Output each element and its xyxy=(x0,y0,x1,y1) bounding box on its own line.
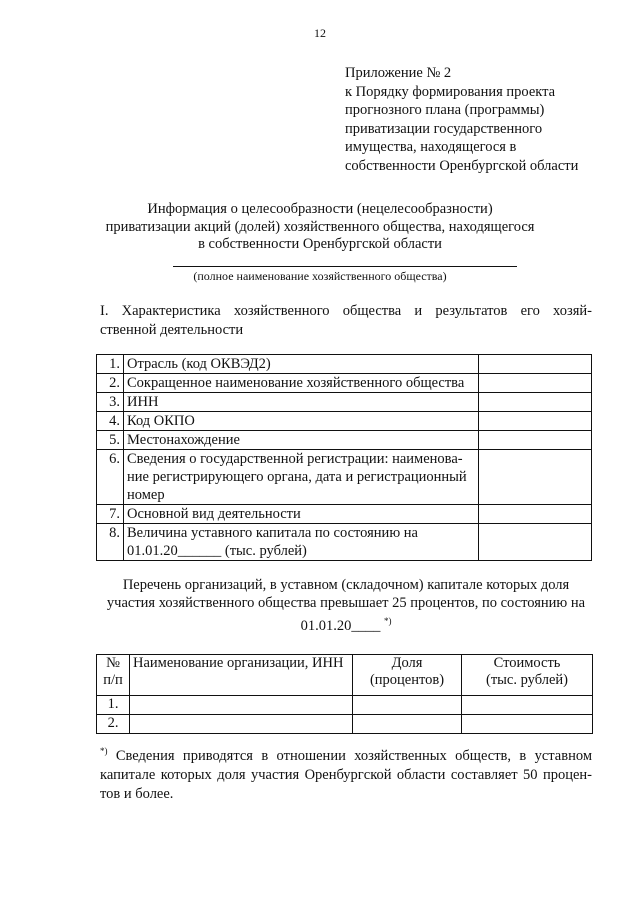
row-value-cell xyxy=(479,393,592,412)
footnote-mark: *) xyxy=(383,616,392,626)
table-row xyxy=(97,431,592,450)
table-row xyxy=(97,715,593,734)
table-row xyxy=(97,524,592,561)
section-heading-line: ственной деятельности xyxy=(100,322,244,338)
row-number: 4. xyxy=(97,412,124,431)
appendix-line: собственности Оренбургской области xyxy=(345,157,579,174)
row-value-cell xyxy=(479,412,592,431)
row-description: Сведения о государственной регистрации: наименова- ние регистрирующего органа, дата и регистрационный номер xyxy=(124,450,479,505)
company-name-caption: (полное наименование хозяйственного общества) xyxy=(193,269,447,283)
row-value-cell xyxy=(479,450,592,505)
column-header-share: Доля (процентов) xyxy=(353,655,462,696)
footnote-line: капитале которых доля участия Оренбургской области составляет 50 процен- xyxy=(100,766,592,783)
cell-value xyxy=(462,715,593,734)
row-description: Код ОКПО xyxy=(124,412,479,431)
cell-value xyxy=(462,696,593,715)
row-number: 8. xyxy=(97,524,124,561)
list-intro-line: Перечень организаций, в уставном (складочном) капитале которых доля xyxy=(122,577,570,593)
row-number: 1. xyxy=(97,355,124,374)
company-name-blank-line xyxy=(173,266,517,267)
table-row xyxy=(97,505,592,524)
footnote-line: *) Сведения приводятся в отношении хозяйственных обществ, в уставном xyxy=(100,746,592,764)
row-number: 7. xyxy=(97,505,124,524)
row-number: 2. xyxy=(97,374,124,393)
title-line: Информация о целесообразности (нецелесообразности) xyxy=(147,201,493,217)
table-row xyxy=(97,450,592,505)
row-number: 5. xyxy=(97,431,124,450)
table-row xyxy=(97,412,592,431)
page-number: 12 xyxy=(314,26,326,40)
appendix-line: прогнозного плана (программы) xyxy=(345,102,545,118)
cell-organization xyxy=(130,696,353,715)
appendix-line: приватизации государственного xyxy=(345,120,543,137)
row-value-cell xyxy=(479,505,592,524)
row-number: 1. xyxy=(97,696,130,715)
row-value-cell xyxy=(479,431,592,450)
section-heading xyxy=(100,302,592,340)
row-value-cell xyxy=(479,374,592,393)
appendix-line: Приложение № 2 xyxy=(345,65,452,81)
organizations-list-intro xyxy=(96,576,596,635)
title-line: в собственности Оренбургской области xyxy=(198,236,442,252)
appendix-reference xyxy=(345,64,635,175)
cell-organization xyxy=(130,715,353,734)
footnote-mark: *) xyxy=(100,746,108,756)
column-header-value: Стоимость (тыс. рублей) xyxy=(462,655,593,696)
characteristics-table xyxy=(96,354,592,561)
cell-share xyxy=(353,696,462,715)
row-description: Отрасль (код ОКВЭД2) xyxy=(124,355,479,374)
row-number: 2. xyxy=(97,715,130,734)
row-description: Величина уставного капитала по состоянию на 01.01.20______ (тыс. рублей) xyxy=(124,524,479,561)
list-intro-line: 01.01.20____ *) xyxy=(300,616,392,634)
organizations-table xyxy=(96,654,593,734)
appendix-line: к Порядку формирования проекта xyxy=(345,83,556,100)
footnote xyxy=(100,742,592,804)
document-title xyxy=(0,201,640,254)
column-header-organization: Наименование организации, ИНН xyxy=(130,655,353,696)
section-heading-line: I. Характеристика хозяйственного общества и результатов его хозяй- xyxy=(100,303,592,319)
table-row xyxy=(97,374,592,393)
footnote-line: тов и более. xyxy=(100,785,174,802)
appendix-line: имущества, находящегося в xyxy=(345,139,517,155)
table-row xyxy=(97,696,593,715)
title-line: приватизации акций (долей) хозяйственного общества, находящегося xyxy=(105,218,535,235)
row-description: Местонахождение xyxy=(124,431,479,450)
table-header-row xyxy=(97,655,593,696)
row-description: ИНН xyxy=(124,393,479,412)
cell-share xyxy=(353,715,462,734)
row-number: 3. xyxy=(97,393,124,412)
table-row xyxy=(97,393,592,412)
row-description: Сокращенное наименование хозяйственного общества xyxy=(124,374,479,393)
row-number: 6. xyxy=(97,450,124,505)
row-description: Основной вид деятельности xyxy=(124,505,479,524)
column-header-number: № п/п xyxy=(97,655,130,696)
list-intro-line: участия хозяйственного общества превышает 25 процентов, по состоянию на xyxy=(106,595,586,611)
row-value-cell xyxy=(479,524,592,561)
row-value-cell xyxy=(479,355,592,374)
table-row xyxy=(97,355,592,374)
